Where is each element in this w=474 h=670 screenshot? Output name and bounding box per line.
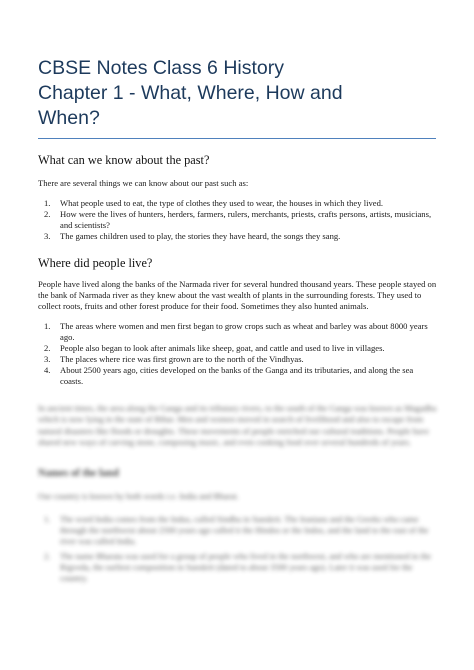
list-live (38, 321, 438, 387)
blurred-preview (38, 403, 438, 583)
title-line-1: CBSE Notes Class 6 History (38, 57, 284, 79)
section-paragraph-live: People have lived along the banks of the Narmada river for several hundred thousand years. These people stayed on the bank of Narmada river as they knew about the vast wealth of plants in the surrounding forests. They used to collect roots, fruits and other forest produce for their food. Sometimes they also hunted animals. (38, 279, 437, 312)
document-title (38, 56, 438, 131)
list-item: 4. About 2500 years ago, cities developed on the banks of the Ganga and its tributaries, and along the sea coasts. (44, 365, 414, 387)
list-item: 3. The places where rice was first grown are to the north of the Vindhyas. (44, 354, 304, 365)
list-item: 3. The games children used to play, the stories they have heard, the songs they sang. (44, 231, 341, 242)
title-line-2: Chapter 1 - What, Where, How and (38, 82, 343, 104)
section-heading-past: What can we know about the past? (38, 153, 210, 167)
blurred-paragraph: In ancient times, the area along the Ganga and its tributary rivers, to the south of the Ganga was known as Magadha which is now lying in the state of Bihar. Men and women moved in search of livelihood and also to escape from natural disasters like floods or droughts. These movements of people enriched our cultural traditions. People have shared new ways of carving stone, composing music, and even cooking food over several hundreds of years. (38, 403, 437, 447)
blurred-heading: Names of the land (38, 467, 119, 479)
section-heading-live: Where did people live? (38, 256, 153, 271)
list-item: 1. The areas where women and men first began to grow crops such as wheat and barley was about 8000 years ago. (44, 321, 428, 343)
list-item: 2. People also began to look after animals like sheep, goat, and cattle and used to live in villages. (44, 343, 385, 354)
list-item: 2. How were the lives of hunters, herders, farmers, rulers, merchants, priests, crafts persons, artists, musicians, and scientists? (44, 209, 432, 231)
list-item: 2. The name Bharata was used for a group of people who lived in the northwest, and who are mentioned in the Rigveda, the earliest composition in Sanskrit (dated to about 3500 years ago). Later it was used for the country. (44, 550, 432, 583)
list-item: 1. The word India comes from the Indus, called Sindhu in Sanskrit. The Iranians and the Greeks who came through the northwest about 2500 years ago called it the Hindos or the Indos, and the land to the east of the river was called India. (44, 513, 429, 546)
list-past (38, 198, 438, 242)
blurred-list (38, 514, 438, 584)
title-line-3: When? (38, 107, 100, 129)
section-intro-past: There are several things we can know about our past such as: (38, 178, 249, 188)
list-item: 1. What people used to eat, the type of clothes they used to wear, the houses in which they lived. (44, 198, 384, 209)
title-divider (38, 138, 436, 139)
document-page (38, 0, 438, 584)
blurred-intro: Our country is known by both words i.e. India and Bharat. (38, 490, 239, 501)
